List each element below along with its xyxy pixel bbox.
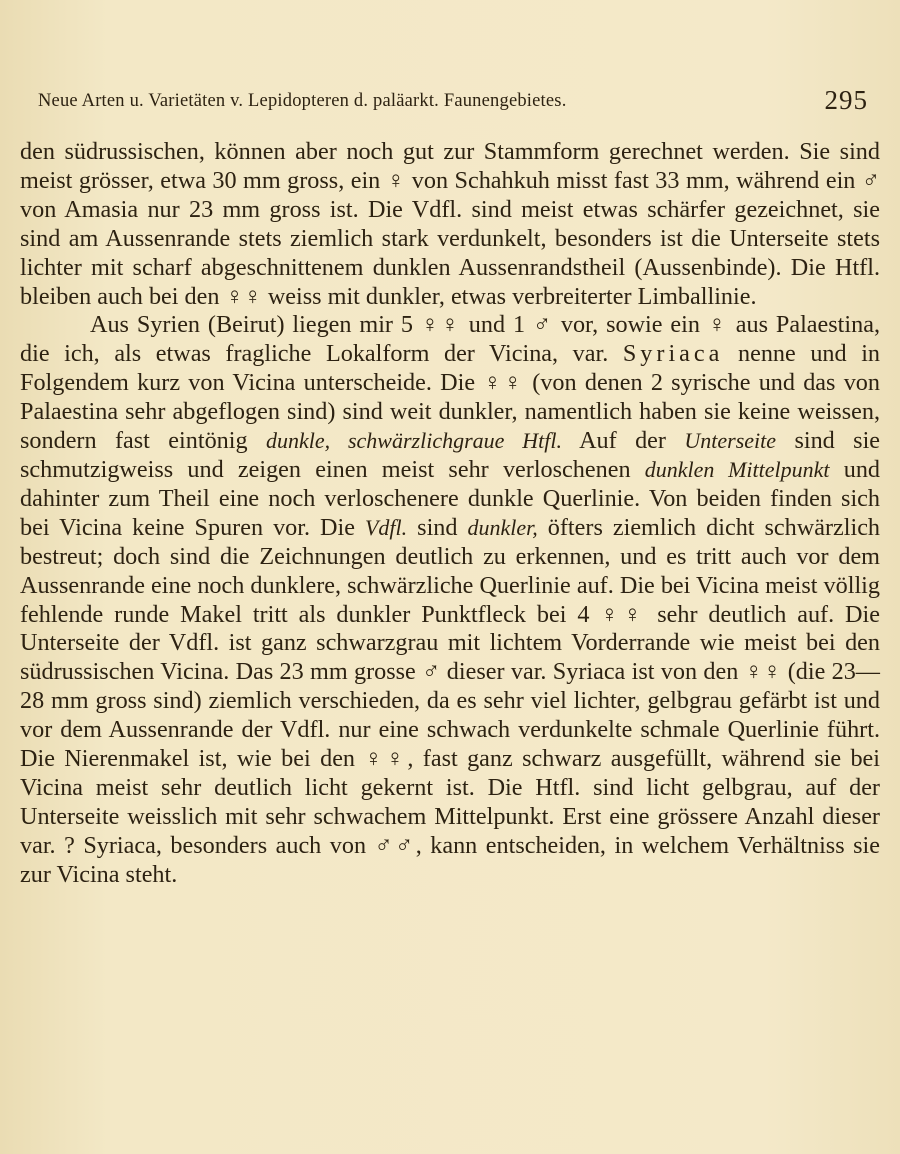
italic-dunkler: dunkler, — [467, 514, 538, 540]
italic-unterseite: Unterseite — [684, 428, 777, 454]
p2-text-d: sind sie schmutzigweiss und zeigen einen meist sehr verloschenen — [20, 427, 881, 483]
italic-mittelpunkt: dunklen Mittelpunkt — [644, 456, 830, 482]
p2-text-c: Auf der — [579, 427, 666, 455]
page-header — [38, 85, 868, 115]
running-title: Neue Arten u. Varietäten v. Lepidopteren d. paläarkt. Faunengebietes. — [38, 91, 567, 111]
p2-text-a: Aus Syrien (Beirut) liegen mir 5 ♀♀ und 1 ♂ vor, sowie ein ♀ aus Palaestina, die ich, als etwas fragliche Lokalform der Vicina, var. — [20, 311, 880, 368]
p2-text-e: und dahinter zum Theil eine noch verloschenere dunkle Querlinie. Von beiden finden sich bei Vicina keine Spuren vor. Die — [20, 455, 880, 541]
p2-text-b: nenne und in Folgendem kurz von Vicina unterscheide. Die ♀♀ (von denen 2 syrische und das von Palaestina sehr abgeflogen sind) sind weit dunkler, namentlich haben sie keine weissen, sondern fast eintönig — [20, 340, 881, 455]
variety-name-syriaca: Syriaca — [622, 340, 724, 368]
paragraph-2 — [20, 311, 880, 889]
page-number: 295 — [824, 85, 868, 115]
italic-vdfl: Vdfl. — [364, 514, 408, 540]
p2-text-g: öfters ziemlich dicht schwärzlich bestreut; doch sind die Zeichnungen deutlich zu erkennen, und es tritt auch vor dem Aussenrande eine noch dunklere, schwärzliche Querlinie auf. Die bei Vicina meist völlig fehlende runde Makel tritt als dunkler Punktfleck bei 4 ♀♀ sehr deutlich auf. Die Unterseite der Vdfl. ist ganz schwarzgrau mit lichtem Vorderrande wie meist bei den südrussischen Vicina. Das 23 mm grosse ♂ dieser var. Syriaca ist von den ♀♀ (die 23—28 mm gross sind) ziemlich verschieden, da es sehr viel lichter, gelbgrau gefärbt ist und vor dem Aussenrande der Vdfl. nur eine schwach verdunkelte schmale Querlinie führt. Die Nierenmakel ist, wie bei den ♀♀, fast ganz schwarz ausgefüllt, während sie bei Vicina meist sehr deutlich licht gekernt ist. Die Htfl. sind licht gelbgrau, auf der Unterseite weisslich mit sehr schwachem Mittelpunkt. Erst eine grössere Anzahl dieser var. ? Syriaca, besonders auch von ♂♂, kann entscheiden, in welchem Verhältniss sie zur Vicina steht. — [20, 513, 881, 888]
body-text — [20, 138, 880, 890]
paragraph-1: den südrussischen, können aber noch gut zur Stammform gerechnet werden. Sie sind meist grösser, etwa 30 mm gross, ein ♀ von Schahkuh misst fast 33 mm, während ein ♂ von Amasia nur 23 mm gross ist. Die Vdfl. sind meist etwas schärfer gezeichnet, sie sind am Aussenrande stets ziemlich stark verdunkelt, besonders ist die Unterseite stets lichter mit scharf abgeschnittenem dunklen Aussenrandstheil (Aussenbinde). Die Htfl. bleiben auch bei den ♀♀ weiss mit dunkler, etwas verbreiterter Limballinie. — [20, 138, 880, 310]
italic-dunkle-htfl: dunkle, schwärzlichgraue Htfl. — [265, 428, 562, 454]
p2-text-f: sind — [417, 513, 458, 541]
